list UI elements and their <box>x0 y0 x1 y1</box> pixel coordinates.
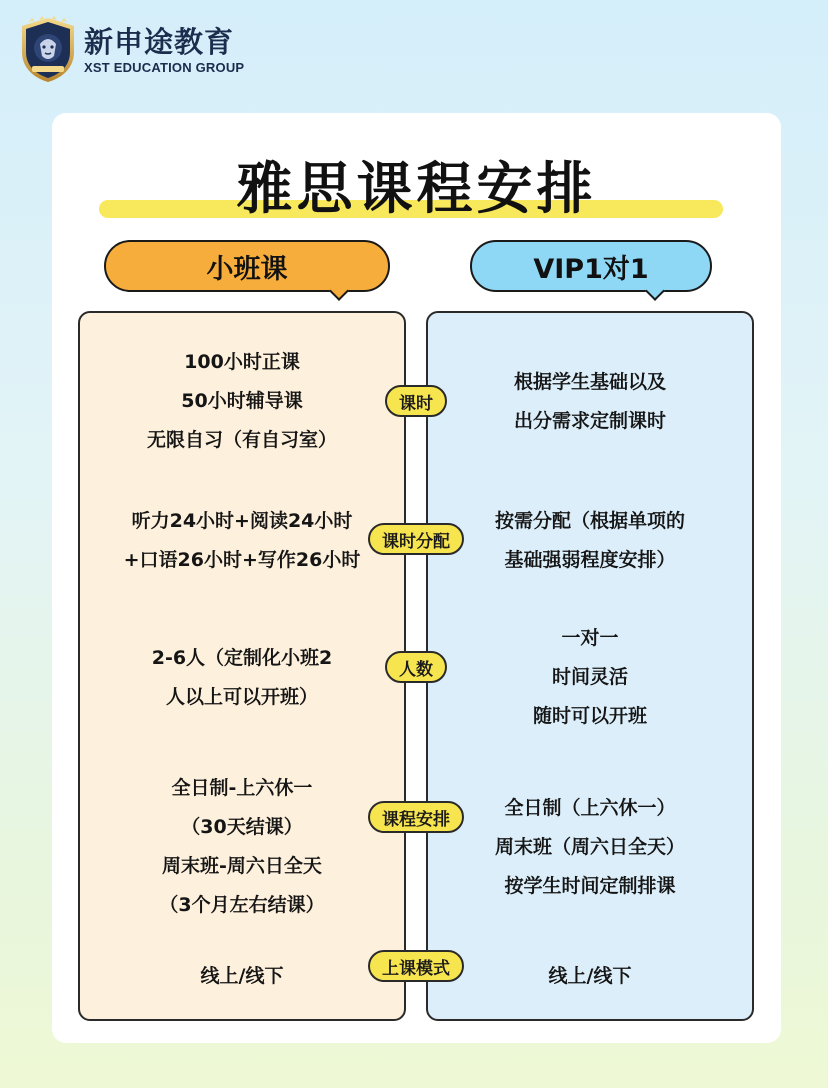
cell-line: 周末班（周六日全天） <box>494 836 685 858</box>
cell-line: +口语26小时+写作26小时 <box>123 549 361 571</box>
cell-line: 时间灵活 <box>551 666 628 688</box>
right-cell-mode <box>428 957 752 996</box>
left-cell-hours <box>80 343 404 460</box>
cell-line: 按学生时间定制排课 <box>504 875 676 897</box>
cell-line: 基础强弱程度安排） <box>504 549 676 571</box>
cell-line: 50小时辅导课 <box>181 390 303 412</box>
left-cell-allocation <box>80 502 404 580</box>
vip-header <box>470 240 712 292</box>
cell-line: 全日制（上六休一） <box>504 797 676 819</box>
tag-schedule: 课程安排 <box>368 801 464 833</box>
page-title: 雅思课程安排 <box>236 157 597 222</box>
cell-line: 100小时正课 <box>184 351 300 373</box>
brand-name-cn: 新申途教育 <box>84 25 235 59</box>
right-cell-size <box>428 619 752 736</box>
cell-line: 一对一 <box>561 627 619 649</box>
tag-allocation: 课时分配 <box>368 523 464 555</box>
speech-tail <box>329 281 349 301</box>
left-cell-schedule <box>80 769 404 925</box>
cell-line: 无限自习（有自习室） <box>146 429 337 451</box>
cell-line: 听力24小时+阅读24小时 <box>131 510 353 532</box>
right-cell-hours <box>428 363 752 441</box>
cell-line: 周末班-周六日全天 <box>162 855 322 877</box>
brand-header <box>18 16 244 84</box>
cell-line: 线上/线下 <box>548 965 632 987</box>
cell-line: 2-6人（定制化小班2 <box>151 647 333 669</box>
cell-line: （3个月左右结课） <box>159 894 325 916</box>
left-cell-mode <box>80 957 404 996</box>
lion-shield-icon <box>18 16 78 84</box>
tag-hours: 课时 <box>385 385 447 417</box>
tag-class-size: 人数 <box>385 651 447 683</box>
left-cell-size <box>80 639 404 717</box>
cell-line: 全日制-上六休一 <box>171 777 313 799</box>
cell-line: 根据学生基础以及 <box>513 371 666 393</box>
cell-line: 按需分配（根据单项的 <box>494 510 685 532</box>
cell-line: 随时可以开班 <box>532 705 647 727</box>
right-cell-allocation <box>428 502 752 580</box>
vip-header-label: VIP1对1 <box>533 253 649 285</box>
brand-name-en: XST EDUCATION GROUP <box>84 60 245 75</box>
small-class-column <box>78 311 406 1021</box>
cell-line: 线上/线下 <box>200 965 284 987</box>
cell-line: 人以上可以开班） <box>165 686 318 708</box>
tag-mode: 上课模式 <box>368 950 464 982</box>
cell-line: 出分需求定制课时 <box>513 410 666 432</box>
right-cell-schedule <box>428 789 752 906</box>
small-class-header-label: 小班课 <box>206 253 288 285</box>
small-class-header <box>104 240 390 292</box>
vip-column <box>426 311 754 1021</box>
cell-line: （30天结课） <box>181 816 303 838</box>
course-card <box>52 113 781 1043</box>
